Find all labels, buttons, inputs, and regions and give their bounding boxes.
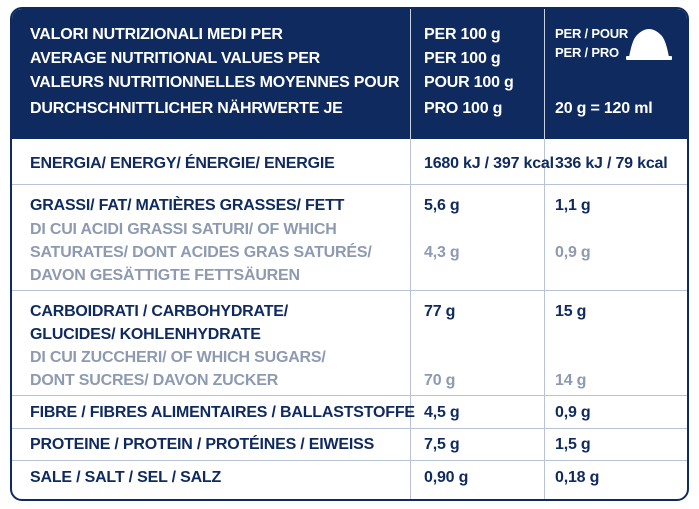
coffee-capsule-icon [625, 25, 673, 61]
salt-label: SALE / SALT / SEL / SALZ [30, 469, 222, 486]
header-divider-1 [410, 9, 411, 139]
header-per100-fr: POUR 100 g [424, 74, 514, 91]
row-rule [12, 460, 687, 461]
energy-per-portion: 336 kJ / 79 kcal [555, 155, 668, 172]
header-label-de: DURCHSCHNITTLICHER NÄHRWERTE JE [30, 100, 343, 117]
fibre-per100: 4,5 g [424, 404, 460, 421]
header-label-fr: VALEURS NUTRITIONNELLES MOYENNES POUR [30, 74, 400, 91]
header-per100-de: PRO 100 g [424, 100, 503, 117]
sugars-per100: 70 g [424, 372, 456, 389]
row-rule [12, 290, 687, 291]
header-label-it: VALORI NUTRIZIONALI MEDI PER [30, 26, 283, 43]
fat-label: GRASSI/ FAT/ MATIÈRES GRASSES/ FETT [30, 197, 345, 214]
saturates-per100: 4,3 g [424, 244, 460, 261]
protein-per-portion: 1,5 g [555, 436, 591, 453]
saturates-per-portion: 0,9 g [555, 244, 591, 261]
header-label-en: AVERAGE NUTRITIONAL VALUES PER [30, 50, 321, 67]
row-rule [12, 395, 687, 396]
body-divider-1 [410, 139, 411, 501]
sugars-per-portion: 14 g [555, 372, 587, 389]
energy-per100: 1680 kJ / 397 kcal [424, 155, 554, 172]
saturates-label-2: SATURATES/ DONT ACIDES GRAS SATURÉS/ [30, 244, 372, 261]
fat-per-portion: 1,1 g [555, 197, 591, 214]
header-per100-en: PER 100 g [424, 50, 501, 67]
salt-per-portion: 0,18 g [555, 469, 600, 486]
carbs-label-1: CARBOIDRATI / CARBOHYDRATE/ [30, 303, 288, 320]
header-portion-line1: PER / POUR [555, 26, 629, 41]
body-divider-2 [544, 139, 545, 501]
fibre-label: FIBRE / FIBRES ALIMENTAIRES / BALLASTSTOFFE [30, 404, 415, 421]
salt-per100: 0,90 g [424, 469, 469, 486]
nutrition-label [10, 7, 689, 501]
saturates-label-3: DAVON GESÄTTIGTE FETTSÄUREN [30, 267, 300, 284]
saturates-label-1: DI CUI ACIDI GRASSI SATURI/ OF WHICH [30, 221, 337, 238]
fibre-per-portion: 0,9 g [555, 404, 591, 421]
header-per100-it: PER 100 g [424, 26, 501, 43]
sugars-label-1: DI CUI ZUCCHERI/ OF WHICH SUGARS/ [30, 349, 326, 366]
nutrition-header [12, 9, 687, 139]
header-portion-size: 20 g = 120 ml [555, 100, 653, 117]
fat-per100: 5,6 g [424, 197, 460, 214]
row-rule [12, 428, 687, 429]
sugars-label-2: DONT SUCRES/ DAVON ZUCKER [30, 372, 279, 389]
carbs-per100: 77 g [424, 303, 456, 320]
header-divider-2 [544, 9, 545, 139]
row-rule [12, 184, 687, 185]
protein-per100: 7,5 g [424, 436, 460, 453]
carbs-label-2: GLUCIDES/ KOHLENHYDRATE [30, 326, 261, 343]
protein-label: PROTEINE / PROTEIN / PROTÉINES / EIWEISS [30, 436, 375, 453]
energy-label: ENERGIA/ ENERGY/ ÉNERGIE/ ENERGIE [30, 155, 335, 172]
carbs-per-portion: 15 g [555, 303, 587, 320]
header-portion-line2: PER / PRO [555, 45, 619, 60]
